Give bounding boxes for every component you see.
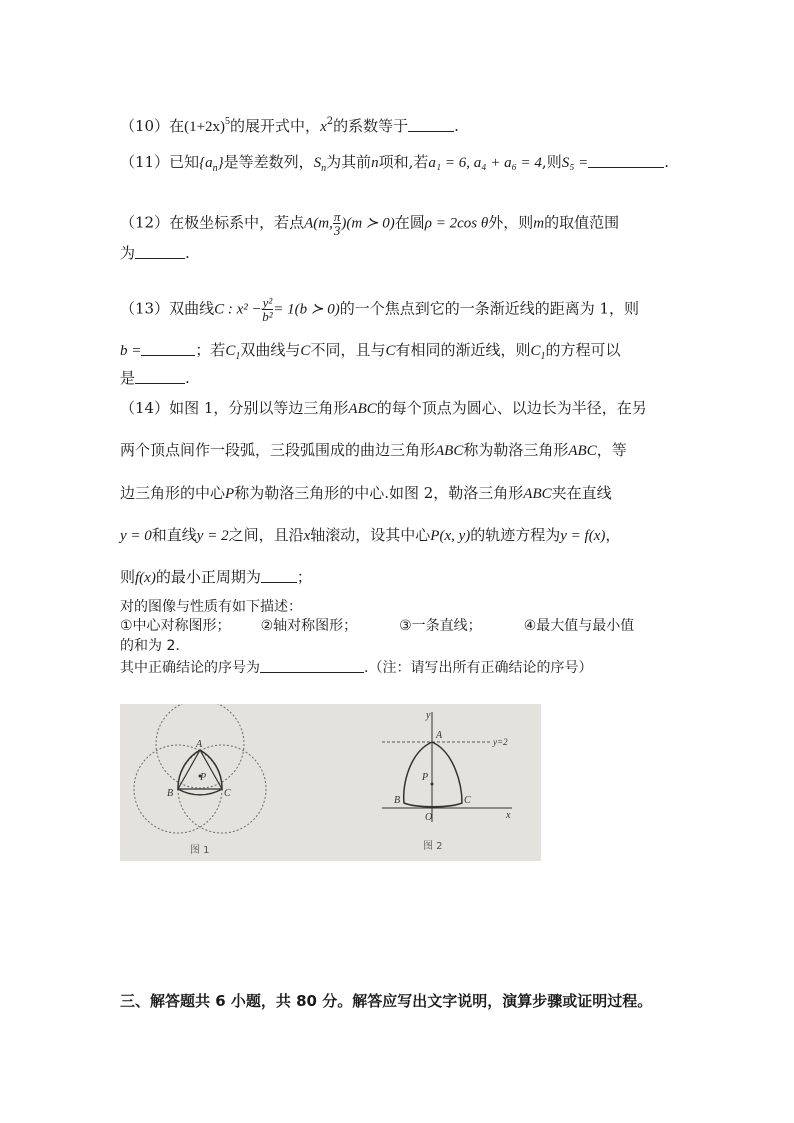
answer-blank-10[interactable]	[408, 117, 454, 132]
fig2-label-y2: y=2	[493, 737, 508, 747]
fig1-label-B: B	[167, 788, 174, 799]
fig2-label-y: y	[426, 710, 431, 721]
question-10: （10）在$(1+2x)^5$的展开式中，$x^2$的系数等于 .	[120, 116, 459, 135]
answer-blank-13a[interactable]	[141, 341, 195, 356]
question-12-line2: 为 .	[120, 244, 190, 262]
answer-blank-12[interactable]	[135, 244, 185, 259]
figures-svg	[120, 704, 541, 861]
answer-blank-14b[interactable]	[260, 658, 364, 673]
option-1: ①中心对称图形；	[120, 618, 231, 634]
sequence-symbol: $\{a_n\}$	[199, 155, 224, 174]
binomial-expression: $(1+2x)^5$	[184, 116, 231, 135]
y2-over-b2: $\frac{\text{y²}}{\text{b²}}$	[262, 295, 273, 324]
fig1-caption: 图 1	[190, 845, 210, 856]
figure-photo	[120, 704, 541, 861]
option-3: ③一条直线；	[399, 618, 482, 634]
answer-blank-11[interactable]	[588, 153, 664, 168]
question-13: （13）双曲线C : x² − $\frac{\text{y²}}{\text{b²}}$ = 1(b ≻ 0)的一个焦点到它的一条渐近线的距离为 1，则	[120, 295, 640, 324]
question-11: （11）已知$\{a_n\}$是等差数列，$S_n$为其前n项和,若a₁ = 6, a₄ + a₆ = 4,则S₅ = .	[120, 153, 670, 174]
question-14-options	[120, 617, 634, 636]
question-14-line3: 边三角形的中心P称为勒洛三角形的中心.如图 2，勒洛三角形ABC夹在直线	[120, 484, 612, 502]
question-14-line6: 对的图像与性质有如下描述：	[120, 599, 302, 615]
question-13-line3: 是 .	[120, 369, 190, 387]
fig2-label-C: C	[464, 795, 471, 806]
option-2: ②轴对称图形；	[260, 618, 358, 634]
fig1-label-A: A	[196, 739, 203, 750]
option-4: ④最大值与最小值	[523, 618, 635, 634]
question-14-line8: 的和为 2.	[120, 638, 180, 654]
fig2-label-A: A	[436, 730, 443, 741]
answer-blank-14a[interactable]	[261, 568, 297, 583]
section-3-heading: 三、解答题共 6 小题，共 80 分。解答应写出文字说明，演算步骤或证明过程。	[120, 992, 653, 1010]
fig2-label-B: B	[394, 795, 401, 806]
sequence-condition: a₁ = 6, a₄ + a₆ = 4	[428, 155, 542, 171]
pi-over-3: $\frac{\pi}{3}$	[333, 209, 341, 238]
question-14-line4: y = 0和直线y = 2之间，且沿x轴滚动，设其中心P(x, y)的轨迹方程为y = f(x)，	[120, 526, 621, 544]
fig1-label-P: P	[200, 772, 207, 783]
question-14-line5: 则f(x)的最小正周期为 ；	[120, 568, 312, 586]
fig2-label-P: P	[422, 772, 429, 783]
question-14-line1: （14）如图 1，分别以等边三角形ABC的每个顶点为圆心、以边长为半径，在另	[120, 399, 647, 417]
question-14-line9: 其中正确结论的序号为 .（注：请写出所有正确结论的序号）	[120, 660, 593, 676]
fig2-label-O: O	[425, 812, 433, 823]
question-12: （12）在极坐标系中，若点A(m, $\frac{\pi}{3}$ )(m ≻ 0)在圆ρ = 2cos θ外，则m的取值范围	[120, 209, 620, 238]
fig2-label-x: x	[506, 810, 511, 821]
answer-blank-13b[interactable]	[135, 369, 185, 384]
fig2-caption: 图 2	[423, 841, 443, 852]
fig1-label-C: C	[224, 788, 231, 799]
question-13-line2: b = ；若$C_1$双曲线与C不同，且与C有相同的渐近线，则$C_1$的方程可以	[120, 341, 621, 362]
question-14-line2: 两个顶点间作一段弧，三段弧围成的曲边三角形ABC称为勒洛三角形ABC，等	[120, 441, 627, 459]
